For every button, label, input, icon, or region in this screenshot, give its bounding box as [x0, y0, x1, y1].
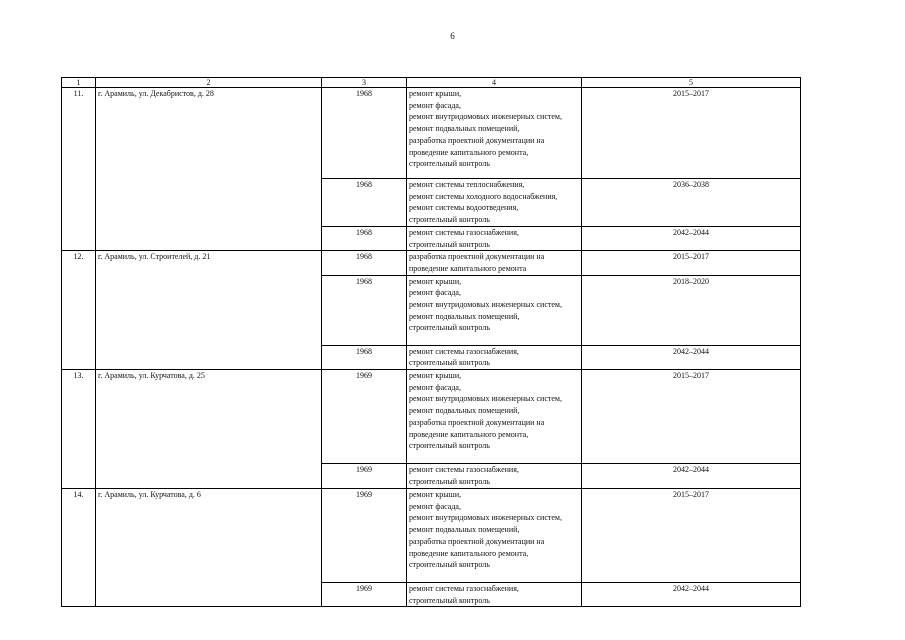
repair-works — [407, 179, 582, 227]
repair-work-line: строительный контроль — [409, 476, 490, 486]
repair-works — [407, 583, 582, 607]
repair-work-line: разработка проектной документации на — [409, 252, 545, 262]
repair-works — [407, 464, 582, 489]
repair-works — [407, 88, 582, 179]
building-address: г. Арамиль, ул. Строителей, д. 21 — [96, 251, 322, 370]
construction-year: 1968 — [322, 251, 407, 275]
item-number: 12. — [62, 251, 96, 370]
repair-work-line: ремонт крыши, — [409, 276, 462, 286]
repair-work-line: ремонт внутридомовых инженерных систем, — [409, 394, 562, 404]
repair-work-line: ремонт крыши, — [409, 490, 462, 500]
repair-period: 2042–2044 — [582, 464, 801, 489]
item-number: 13. — [62, 370, 96, 489]
table-row — [62, 489, 801, 583]
item-number: 11. — [62, 88, 96, 251]
repair-work-line: проведение капитального ремонта, — [409, 429, 529, 439]
repair-work-line: ремонт подвальных помещений, — [409, 311, 520, 321]
repair-works — [407, 345, 582, 369]
construction-year: 1969 — [322, 583, 407, 607]
repair-work-line: строительный контроль — [409, 239, 490, 249]
table-row — [62, 88, 801, 179]
repair-work-line: ремонт внутридомовых инженерных систем, — [409, 112, 562, 122]
repair-period: 2036–2038 — [582, 179, 801, 227]
header-row — [62, 78, 801, 88]
construction-year: 1968 — [322, 226, 407, 250]
repair-work-line: строительный контроль — [409, 560, 490, 570]
repair-work-line: строительный контроль — [409, 595, 490, 605]
column-header: 2 — [96, 78, 322, 88]
table-row — [62, 251, 801, 275]
repair-work-line: ремонт крыши, — [409, 89, 462, 98]
repair-work-line: ремонт системы газоснабжения, — [409, 584, 519, 594]
construction-year: 1969 — [322, 464, 407, 489]
repair-works — [407, 275, 582, 345]
repair-work-line: ремонт внутридомовых инженерных систем, — [409, 513, 562, 523]
repair-work-line: строительный контроль — [409, 215, 490, 225]
repair-period: 2042–2044 — [582, 226, 801, 250]
repair-work-line: ремонт системы холодного водоснабжения, — [409, 191, 558, 201]
repair-works — [407, 226, 582, 250]
repair-period: 2015–2017 — [582, 88, 801, 179]
repair-works — [407, 489, 582, 583]
building-address: г. Арамиль, ул. Декабристов, д. 28 — [96, 88, 322, 251]
repair-work-line: разработка проектной документации на — [409, 536, 545, 546]
repair-work-line: ремонт подвальных помещений, — [409, 525, 520, 535]
item-number: 14. — [62, 489, 96, 607]
building-address: г. Арамиль, ул. Курчатова, д. 25 — [96, 370, 322, 489]
repair-work-line: строительный контроль — [409, 358, 490, 368]
repair-period: 2018–2020 — [582, 275, 801, 345]
repair-schedule-table — [61, 77, 801, 607]
construction-year: 1969 — [322, 489, 407, 583]
construction-year: 1968 — [322, 88, 407, 179]
column-header: 5 — [582, 78, 801, 88]
repair-work-line: ремонт системы теплоснабжения, — [409, 180, 525, 189]
repair-work-line: разработка проектной документации на — [409, 417, 545, 427]
repair-period: 2042–2044 — [582, 583, 801, 607]
building-address: г. Арамиль, ул. Курчатова, д. 6 — [96, 489, 322, 607]
repair-work-line: ремонт системы газоснабжения, — [409, 227, 519, 237]
repair-work-line: ремонт фасада, — [409, 382, 461, 392]
repair-work-line: строительный контроль — [409, 441, 490, 451]
repair-work-line: ремонт системы газоснабжения, — [409, 346, 519, 356]
repair-work-line: ремонт фасада, — [409, 100, 461, 110]
repair-period: 2015–2017 — [582, 251, 801, 275]
repair-work-line: ремонт системы водоотведения, — [409, 203, 519, 213]
repair-work-line: ремонт фасада, — [409, 288, 461, 298]
repair-period: 2015–2017 — [582, 370, 801, 464]
repair-period: 2015–2017 — [582, 489, 801, 583]
column-header: 3 — [322, 78, 407, 88]
repair-period: 2042–2044 — [582, 345, 801, 369]
page-number: 6 — [450, 31, 455, 41]
repair-work-line: ремонт подвальных помещений, — [409, 124, 520, 134]
repair-work-line: проведение капитального ремонта — [409, 263, 527, 273]
column-header: 4 — [407, 78, 582, 88]
repair-work-line: проведение капитального ремонта, — [409, 548, 529, 558]
construction-year: 1968 — [322, 345, 407, 369]
repair-work-line: строительный контроль — [409, 159, 490, 169]
table-row — [62, 370, 801, 464]
construction-year: 1968 — [322, 179, 407, 227]
repair-works — [407, 370, 582, 464]
repair-work-line: строительный контроль — [409, 323, 490, 333]
repair-work-line: проведение капитального ремонта, — [409, 147, 529, 157]
repair-work-line: разработка проектной документации на — [409, 135, 545, 145]
construction-year: 1969 — [322, 370, 407, 464]
repair-work-line: ремонт подвальных помещений, — [409, 406, 520, 416]
repair-work-line: ремонт фасада, — [409, 501, 461, 511]
construction-year: 1968 — [322, 275, 407, 345]
repair-work-line: ремонт системы газоснабжения, — [409, 465, 519, 475]
column-header: 1 — [62, 78, 96, 88]
repair-work-line: ремонт внутридомовых инженерных систем, — [409, 300, 562, 310]
repair-works — [407, 251, 582, 275]
repair-work-line: ремонт крыши, — [409, 371, 462, 381]
